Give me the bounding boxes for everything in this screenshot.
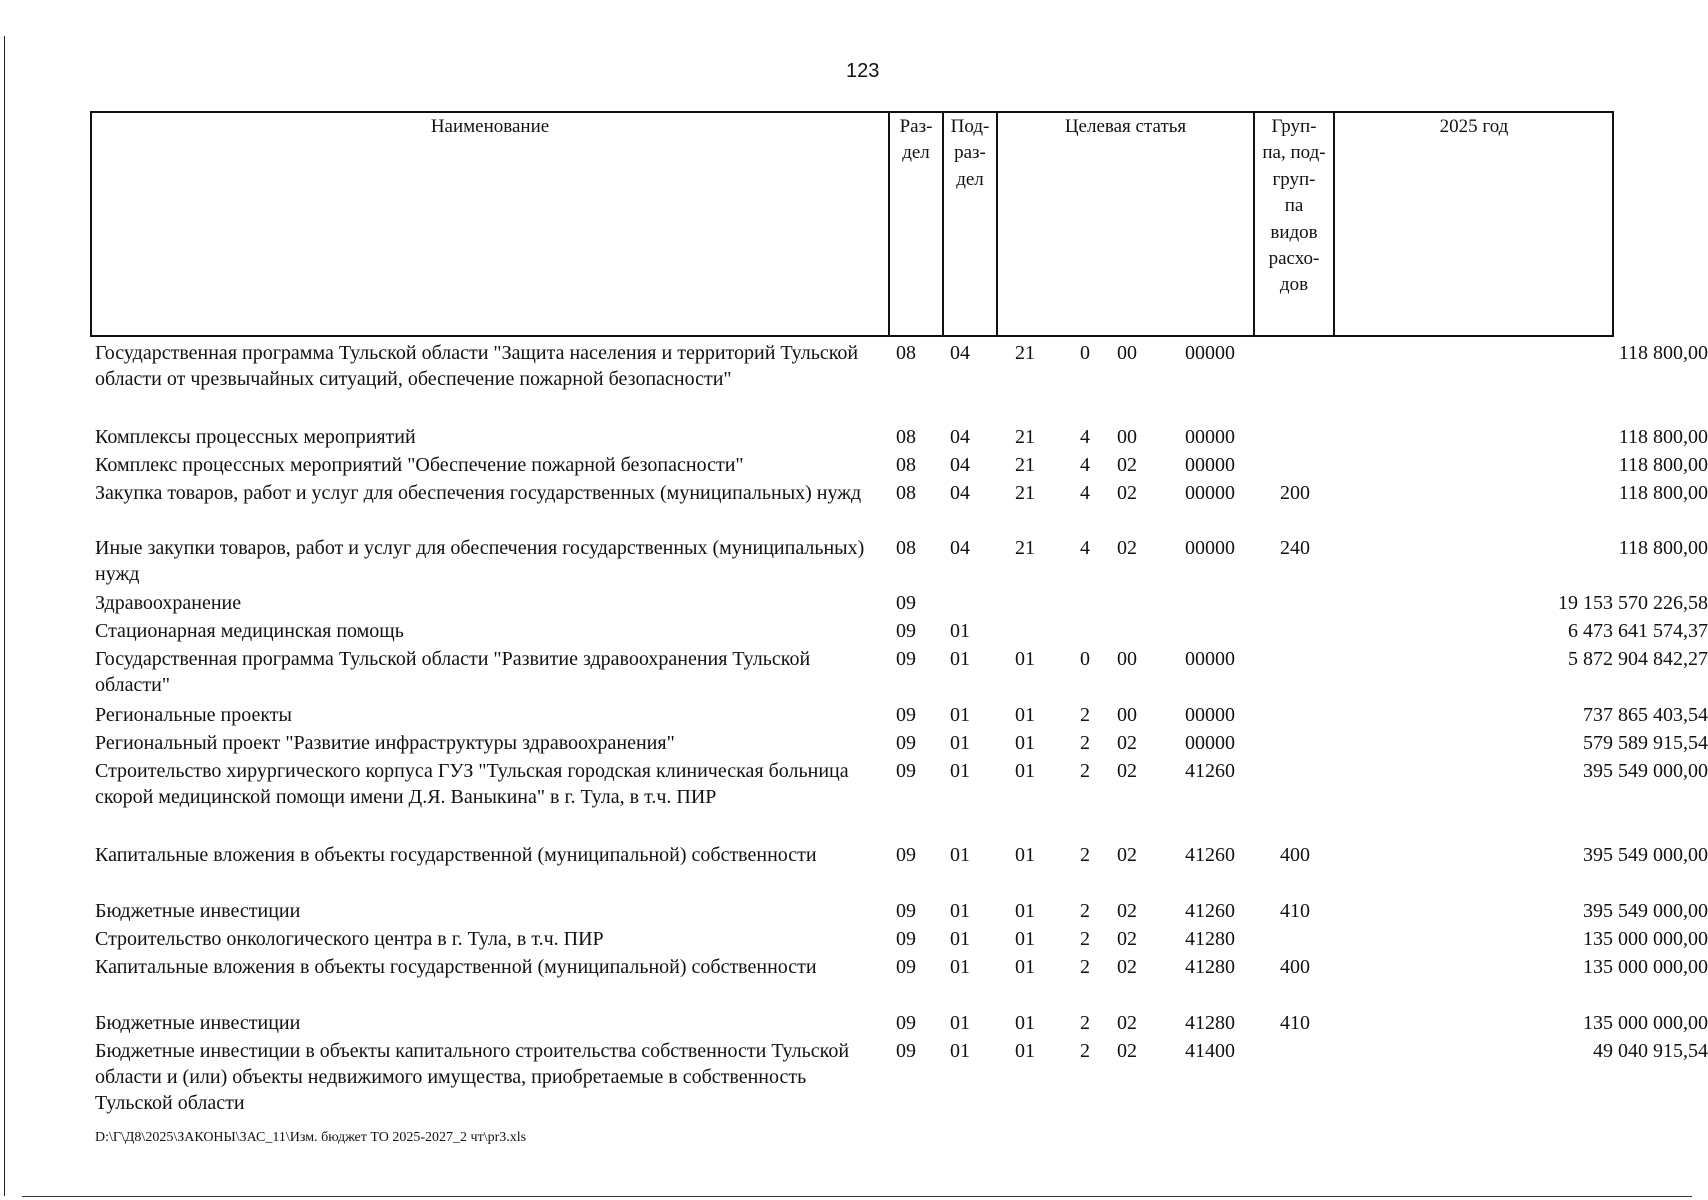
row-name: Иные закупки товаров, работ и услуг для обеспечения государственных (муниципальных) нужд <box>95 537 865 585</box>
row-target-program: 21 <box>1015 537 1035 559</box>
row-target-type: 4 <box>1080 454 1090 476</box>
row-amount: 135 000 000,00 <box>1583 956 1708 978</box>
row-razdel: 09 <box>896 956 916 978</box>
header-podrazdel-line: Под- <box>950 116 990 137</box>
row-target-program: 01 <box>1015 732 1035 754</box>
row-target-structure: 00 <box>1117 426 1137 448</box>
row-target-structure: 02 <box>1117 900 1137 922</box>
row-podrazdel: 01 <box>950 760 970 782</box>
scan-edge-bottom <box>22 1196 1692 1197</box>
row-target-direction: 00000 <box>1185 482 1235 504</box>
file-path-footer: D:\Г\Д8\2025\ЗАКОНЫ\ЗАС_11\Изм. бюджет ТО 2025-2027_2 чт\pr3.xls <box>95 1130 527 1145</box>
row-target-direction: 41280 <box>1185 928 1235 950</box>
row-target-type: 2 <box>1080 900 1090 922</box>
row-target-direction: 41260 <box>1185 760 1235 782</box>
row-podrazdel: 01 <box>950 704 970 726</box>
row-target-type: 2 <box>1080 1012 1090 1034</box>
row-target-program: 01 <box>1015 928 1035 950</box>
row-amount: 6 473 641 574,37 <box>1568 620 1708 642</box>
row-target-type: 2 <box>1080 704 1090 726</box>
row-amount: 395 549 000,00 <box>1583 760 1708 782</box>
row-razdel: 08 <box>896 537 916 559</box>
header-podrazdel-line: дел <box>956 168 984 190</box>
row-target-type: 2 <box>1080 1040 1090 1062</box>
row-amount: 118 800,00 <box>1618 482 1708 504</box>
header-razdel-line: дел <box>902 142 930 164</box>
row-target-type: 2 <box>1080 732 1090 754</box>
header-group-line: расхо- <box>1268 248 1320 270</box>
header-razdel-line: Раз- <box>899 116 933 137</box>
row-name: Закупка товаров, работ и услуг для обеспечения государственных (муниципальных) нужд <box>95 482 862 504</box>
row-amount: 395 549 000,00 <box>1583 900 1708 922</box>
row-podrazdel: 01 <box>950 620 970 642</box>
row-razdel: 09 <box>896 620 916 642</box>
row-razdel: 08 <box>896 482 916 504</box>
row-target-direction: 00000 <box>1185 648 1235 670</box>
row-target-type: 2 <box>1080 956 1090 978</box>
row-name: Капитальные вложения в объекты государственной (муниципальной) собственности <box>95 844 817 866</box>
row-target-program: 01 <box>1015 844 1035 866</box>
row-amount: 118 800,00 <box>1618 426 1708 448</box>
row-razdel: 09 <box>896 900 916 922</box>
row-amount: 5 872 904 842,27 <box>1568 648 1708 670</box>
header-group-line: Груп- <box>1271 116 1317 137</box>
row-target-type: 0 <box>1080 342 1090 364</box>
header-podrazdel-line: раз- <box>954 142 986 164</box>
row-razdel: 09 <box>896 844 916 866</box>
row-name: Государственная программа Тульской области "Защита населения и территорий Тульской области от чрезвычайных ситуаций, обеспечение пожарной безопасности" <box>95 342 859 390</box>
row-target-direction: 41280 <box>1185 1012 1235 1034</box>
header-group-line: па <box>1284 195 1304 217</box>
row-target-direction: 00000 <box>1185 537 1235 559</box>
row-target-type: 2 <box>1080 928 1090 950</box>
row-name: Бюджетные инвестиции <box>95 1012 301 1034</box>
row-podrazdel: 04 <box>950 342 970 364</box>
row-razdel: 08 <box>896 426 916 448</box>
row-target-program: 01 <box>1015 900 1035 922</box>
row-name: Строительство онкологического центра в г. Тула, в т.ч. ПИР <box>95 928 604 950</box>
header-year: 2025 год <box>1439 116 1509 137</box>
row-name: Строительство хирургического корпуса ГУЗ "Тульская городская клиническая больница скорой медицинской помощи имени Д.Я. Ваныкина" в г. Тула, в т.ч. ПИР <box>95 760 849 808</box>
header-divider <box>1333 111 1335 337</box>
row-podrazdel: 01 <box>950 844 970 866</box>
header-group-line: па, под- <box>1262 142 1326 164</box>
row-group: 410 <box>1280 1012 1310 1034</box>
header-group-line: видов <box>1270 221 1318 243</box>
row-name: Бюджетные инвестиции в объекты капитального строительства собственности Тульской области и (или) объекты недвижимого имущества, приобретаемые в собственность Тульской области <box>95 1040 850 1114</box>
row-amount: 579 589 915,54 <box>1583 732 1708 754</box>
row-target-structure: 00 <box>1117 342 1137 364</box>
row-razdel: 09 <box>896 1040 916 1062</box>
header-razdel <box>890 114 942 167</box>
row-podrazdel: 01 <box>950 900 970 922</box>
row-name: Комплексы процессных мероприятий <box>95 426 416 448</box>
row-target-direction: 00000 <box>1185 732 1235 754</box>
row-target-structure: 02 <box>1117 482 1137 504</box>
row-target-direction: 00000 <box>1185 454 1235 476</box>
row-target-direction: 00000 <box>1185 426 1235 448</box>
row-target-direction: 00000 <box>1185 342 1235 364</box>
row-target-program: 01 <box>1015 1012 1035 1034</box>
row-target-program: 21 <box>1015 342 1035 364</box>
row-podrazdel: 04 <box>950 537 970 559</box>
row-target-program: 01 <box>1015 956 1035 978</box>
row-razdel: 09 <box>896 648 916 670</box>
row-group: 400 <box>1280 844 1310 866</box>
row-target-type: 2 <box>1080 760 1090 782</box>
row-amount: 737 865 403,54 <box>1583 704 1708 726</box>
row-target-direction: 41280 <box>1185 956 1235 978</box>
row-name: Стационарная медицинская помощь <box>95 620 404 642</box>
row-target-type: 4 <box>1080 537 1090 559</box>
row-target-type: 0 <box>1080 648 1090 670</box>
row-target-structure: 02 <box>1117 760 1137 782</box>
row-target-direction: 00000 <box>1185 704 1235 726</box>
row-target-structure: 00 <box>1117 704 1137 726</box>
row-target-type: 2 <box>1080 844 1090 866</box>
header-name: Наименование <box>430 116 550 137</box>
row-target-structure: 02 <box>1117 956 1137 978</box>
row-amount: 118 800,00 <box>1618 454 1708 476</box>
row-amount: 118 800,00 <box>1618 537 1708 559</box>
row-target-structure: 02 <box>1117 732 1137 754</box>
row-name: Комплекс процессных мероприятий "Обеспечение пожарной безопасности" <box>95 454 744 476</box>
row-target-program: 21 <box>1015 454 1035 476</box>
row-podrazdel: 01 <box>950 648 970 670</box>
row-podrazdel: 04 <box>950 482 970 504</box>
row-group: 200 <box>1280 482 1310 504</box>
row-target-program: 01 <box>1015 1040 1035 1062</box>
row-name: Здравоохранение <box>95 592 242 614</box>
row-amount: 395 549 000,00 <box>1583 844 1708 866</box>
row-target-structure: 02 <box>1117 1040 1137 1062</box>
row-group: 410 <box>1280 900 1310 922</box>
row-razdel: 08 <box>896 454 916 476</box>
row-target-program: 01 <box>1015 760 1035 782</box>
row-name: Капитальные вложения в объекты государственной (муниципальной) собственности <box>95 956 817 978</box>
row-target-type: 4 <box>1080 426 1090 448</box>
row-target-direction: 41260 <box>1185 900 1235 922</box>
row-razdel: 09 <box>896 704 916 726</box>
row-razdel: 09 <box>896 928 916 950</box>
row-razdel: 09 <box>896 732 916 754</box>
row-razdel: 09 <box>896 760 916 782</box>
row-podrazdel: 01 <box>950 732 970 754</box>
row-podrazdel: 01 <box>950 956 970 978</box>
row-group: 240 <box>1280 537 1310 559</box>
scan-edge-left <box>4 36 5 1196</box>
row-podrazdel: 04 <box>950 426 970 448</box>
row-name: Региональные проекты <box>95 704 292 726</box>
header-target: Целевая статья <box>1064 116 1187 137</box>
header-podrazdel <box>944 114 996 193</box>
header-group <box>1255 114 1333 299</box>
row-target-structure: 02 <box>1117 844 1137 866</box>
row-amount: 135 000 000,00 <box>1583 1012 1708 1034</box>
row-razdel: 09 <box>896 1012 916 1034</box>
row-amount: 118 800,00 <box>1618 342 1708 364</box>
row-amount: 49 040 915,54 <box>1593 1040 1708 1062</box>
row-target-program: 21 <box>1015 426 1035 448</box>
row-target-structure: 02 <box>1117 1012 1137 1034</box>
row-group: 400 <box>1280 956 1310 978</box>
row-razdel: 08 <box>896 342 916 364</box>
table-header <box>90 111 1614 337</box>
row-target-type: 4 <box>1080 482 1090 504</box>
row-target-structure: 00 <box>1117 648 1137 670</box>
row-podrazdel: 01 <box>950 928 970 950</box>
row-target-program: 01 <box>1015 704 1035 726</box>
row-amount: 19 153 570 226,58 <box>1558 592 1708 614</box>
row-podrazdel: 01 <box>950 1040 970 1062</box>
row-name: Бюджетные инвестиции <box>95 900 301 922</box>
row-name: Региональный проект "Развитие инфраструктуры здравоохранения" <box>95 732 675 754</box>
row-target-direction: 41400 <box>1185 1040 1235 1062</box>
row-podrazdel: 01 <box>950 1012 970 1034</box>
row-amount: 135 000 000,00 <box>1583 928 1708 950</box>
row-target-structure: 02 <box>1117 928 1137 950</box>
row-target-structure: 02 <box>1117 537 1137 559</box>
row-name: Государственная программа Тульской области "Развитие здравоохранения Тульской области" <box>95 648 811 696</box>
header-group-line: дов <box>1279 274 1309 296</box>
page-number: 123 <box>846 60 880 82</box>
row-target-program: 21 <box>1015 482 1035 504</box>
header-group-line: груп- <box>1272 168 1316 190</box>
row-target-program: 01 <box>1015 648 1035 670</box>
header-divider <box>996 111 998 337</box>
row-target-direction: 41260 <box>1185 844 1235 866</box>
row-razdel: 09 <box>896 592 916 614</box>
row-podrazdel: 04 <box>950 454 970 476</box>
row-target-structure: 02 <box>1117 454 1137 476</box>
